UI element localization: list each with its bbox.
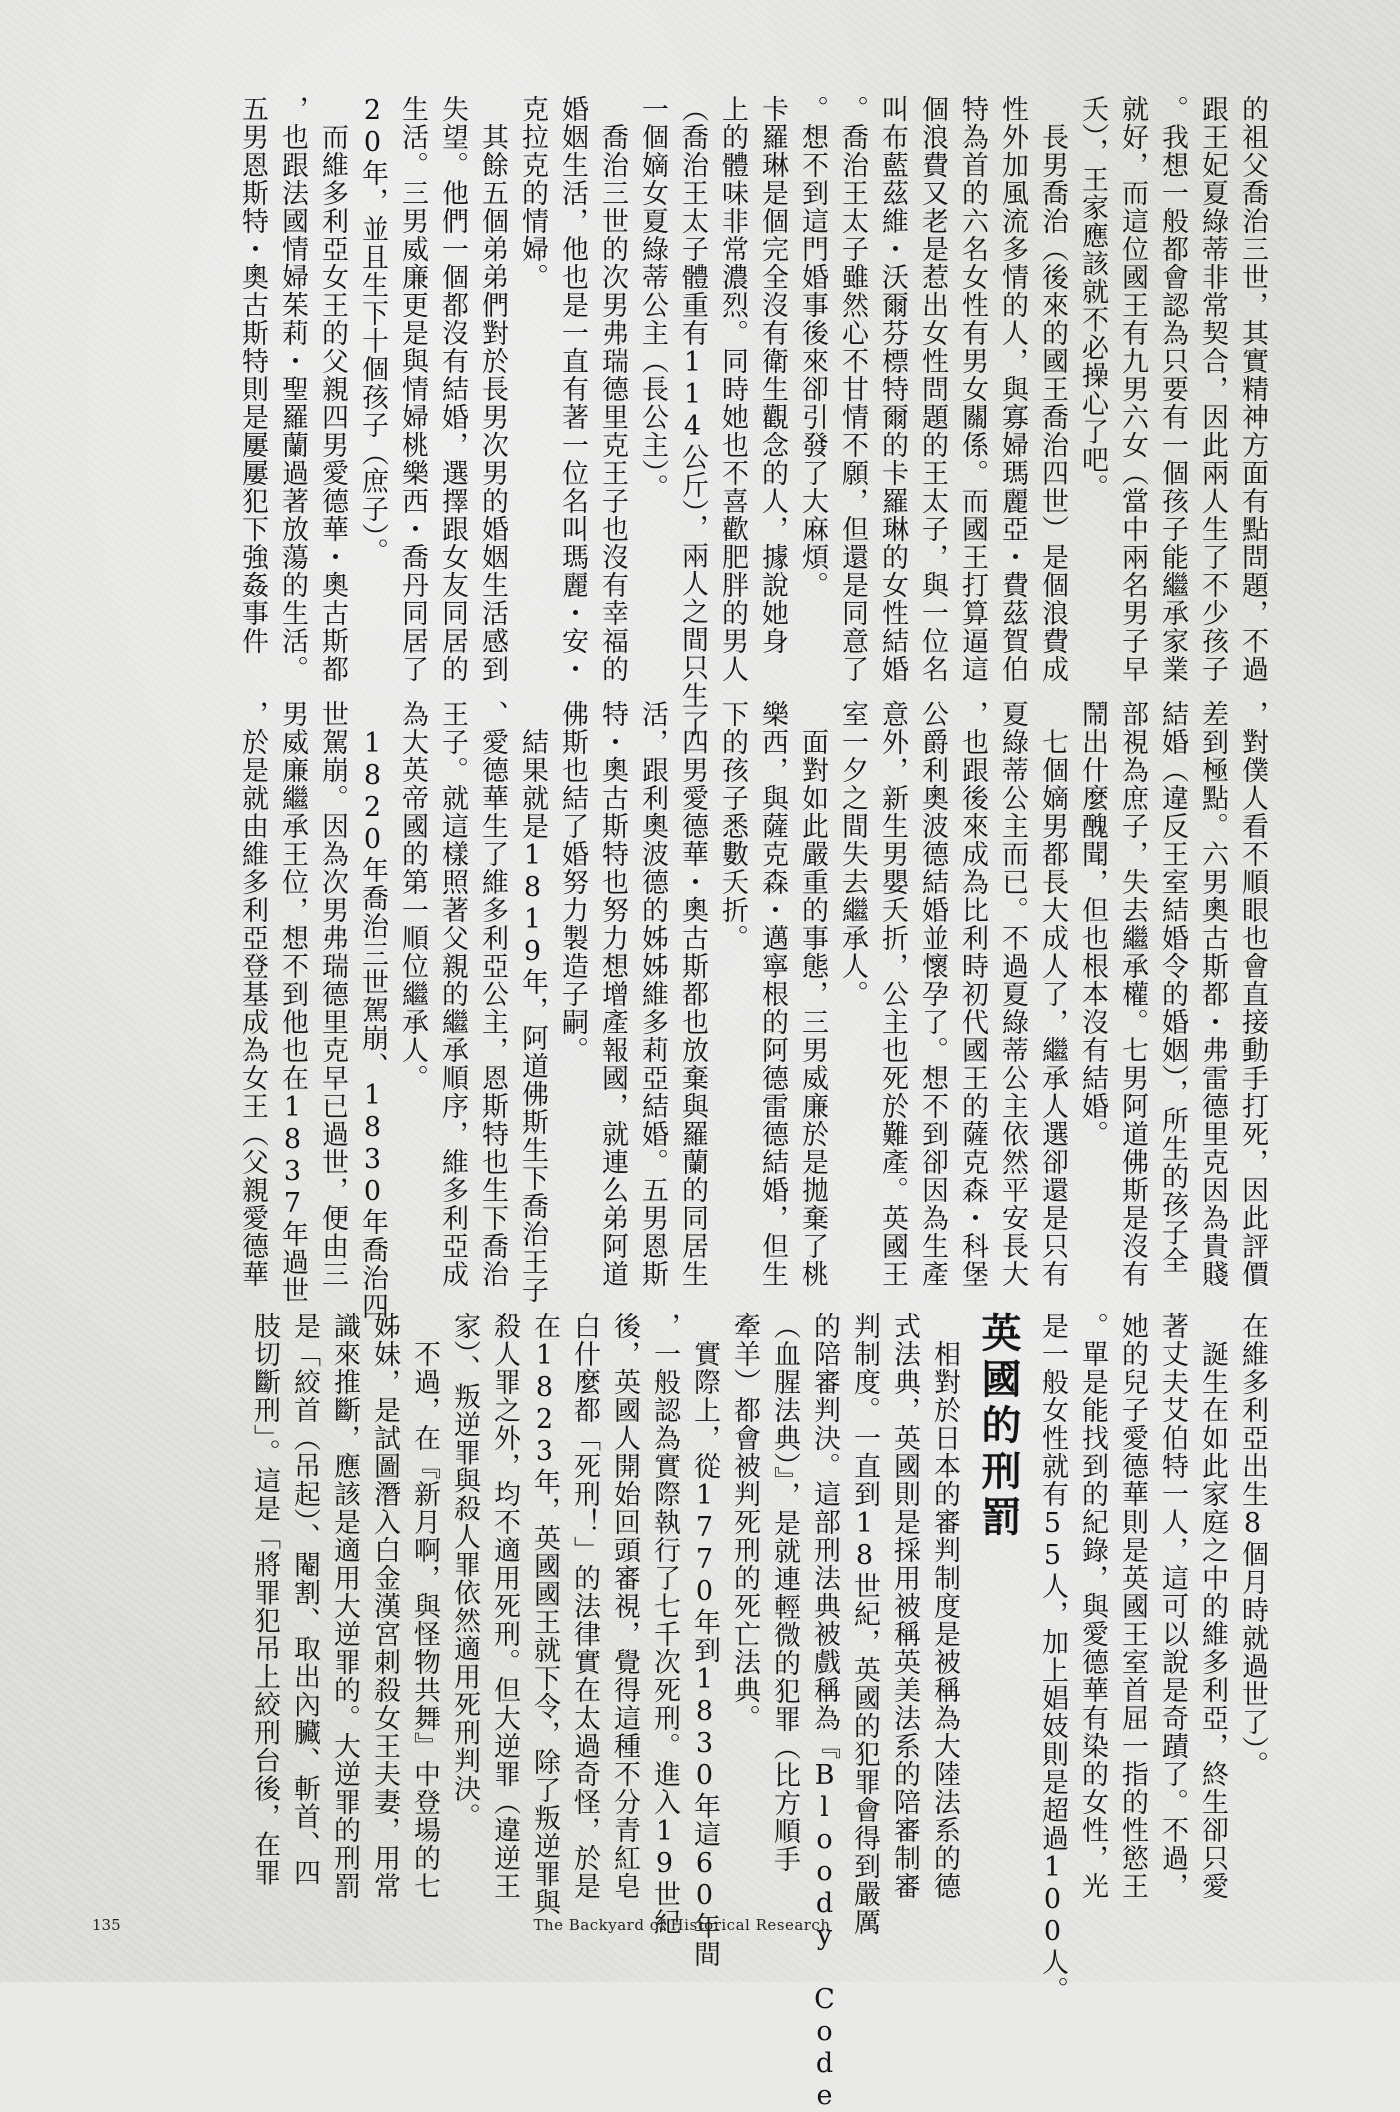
- text-column: 失望。他們一個都沒有結婚，選擇跟女友同居的: [437, 95, 468, 683]
- text-column: 公爵利奧波德結婚並懷孕了。想不到卻因為生產: [917, 700, 948, 1288]
- text-column: 牽羊）都會被判死刑的死亡法典。: [729, 1312, 760, 1732]
- text-column: （喬治王太子體重有114公斤），兩人之間只生了: [677, 95, 708, 738]
- text-column: 下的孩子悉數夭折。: [717, 700, 748, 952]
- text-column: 室一夕之間失去繼承人。: [837, 700, 868, 1008]
- text-column: 差到極點。六男奧古斯都・弗雷德里克因為貴賤: [1197, 700, 1228, 1288]
- text-column: 是「絞首（吊起）、閹割、取出內臟、斬首、四: [289, 1312, 320, 1887]
- text-column: 是一般女性就有55人，加上娼妓則是超過100人。: [1037, 1312, 1068, 2004]
- text-column: 夏綠蒂公主而已。不過夏綠蒂公主依然平安長大: [997, 700, 1028, 1288]
- text-column: 長男喬治（後來的國王喬治四世）是個浪費成: [1037, 95, 1068, 683]
- text-column: 生活。三男威廉更是與情婦桃樂西・喬丹同居了: [397, 95, 428, 683]
- text-column: 。想不到這門婚事後來卻引發了大麻煩。: [797, 95, 828, 599]
- text-column: 的祖父喬治三世，其實精神方面有點問題，不過: [1237, 95, 1268, 683]
- text-column: 殺人罪之外，均不適用死刑。但大逆罪（違逆王: [489, 1312, 520, 1900]
- text-column: 特・奧古斯特也努力想增產報國，就連么弟阿道: [597, 700, 628, 1288]
- text-column: ，於是就由維多利亞登基成為女王（父親愛德華: [237, 700, 268, 1288]
- text-column: 特為首的六名女性有男女關係。而國王打算逼這: [957, 95, 988, 683]
- text-column: 四男愛德華・奧古斯都也放棄與羅蘭的同居生: [677, 700, 708, 1288]
- text-column: 部視為庶子，失去繼承權。七男阿道佛斯是沒有: [1117, 700, 1148, 1288]
- text-column: 不過，在『新月啊，與怪物共舞』中登場的七: [409, 1312, 440, 1900]
- text-column: 性外加風流多情的人，與寡婦瑪麗亞・費茲賀伯: [997, 95, 1028, 683]
- page-number: 135: [92, 1916, 121, 1934]
- text-column: 一個嫡女夏綠蒂公主（長公主）。: [637, 95, 668, 502]
- section-heading: 英國的刑罰: [975, 1312, 1021, 1542]
- text-column: 為大英帝國的第一順位繼承人。: [397, 700, 428, 1092]
- text-column: 就好，而這位國王有九男六女（當中兩名男子早: [1117, 95, 1148, 683]
- text-column: 在1823年，英國國王就下令，除了叛逆罪與: [529, 1312, 560, 1916]
- text-column: 面對如此嚴重的事態，三男威廉於是拋棄了桃: [797, 700, 828, 1288]
- text-column: 樂西，與薩克森・邁寧根的阿德雷德結婚，但生: [757, 700, 788, 1288]
- text-column: 卡羅琳是個完全沒有衛生觀念的人，據說她身: [757, 95, 788, 655]
- text-column: 她的兒子愛德華則是英國王室首屈一指的性慾王: [1117, 1312, 1148, 1900]
- text-column: 喬治三世的次男弗瑞德里克王子也沒有幸福的: [597, 95, 628, 683]
- text-column: 白什麼都「死刑！」的法律實在太過奇怪，於是: [569, 1312, 600, 1900]
- text-column: ，也跟後來成為比利時初代國王的薩克森・科堡: [957, 700, 988, 1288]
- text-column: 相對於日本的審判制度是被稱為大陸法系的德: [929, 1312, 960, 1900]
- text-column: ，對僕人看不順眼也會直接動手打死，因此評價: [1237, 700, 1268, 1288]
- text-tier-top: [92, 95, 1272, 738]
- text-column: 意外，新生男嬰夭折，公主也死於難產。英國王: [877, 700, 908, 1288]
- text-column: 其餘五個弟弟們對於長男次男的婚姻生活感到: [477, 95, 508, 683]
- text-column: 在維多利亞出生8個月時就過世了）。: [1237, 1312, 1268, 1779]
- text-tier-middle: [92, 700, 1272, 1320]
- text-column: 肢切斷刑」。這是「將罪犯吊上絞刑台後，在罪: [249, 1312, 280, 1887]
- text-column: ，也跟法國情婦茱莉・聖羅蘭過著放蕩的生活。: [277, 95, 308, 683]
- text-column: 上的體味非常濃烈。同時她也不喜歡肥胖的男人: [717, 95, 748, 683]
- text-column: 。喬治王太子雖然心不甘情不願，但還是同意了: [837, 95, 868, 683]
- page-footer: [92, 1916, 1272, 1946]
- text-column: 而維多利亞女王的父親四男愛德華・奧古斯都: [317, 95, 348, 683]
- text-column: 後，英國人開始回頭審視，覺得這種不分青紅皂: [609, 1312, 640, 1900]
- text-column: 實際上，從1770年到1830年這60年間: [689, 1312, 720, 1968]
- text-column: 佛斯也結了婚努力製造子嗣。: [557, 700, 588, 1064]
- text-column: 七個嫡男都長大成人了，繼承人選卻還是只有: [1037, 700, 1068, 1288]
- text-column: 夭），王家應該就不必操心了吧。: [1077, 95, 1108, 502]
- text-column: 叫布藍茲維・沃爾芬標特爾的卡羅琳的女性結婚: [877, 95, 908, 683]
- text-column: 結婚（違反王室結婚令的婚姻），所生的孩子全: [1157, 700, 1188, 1275]
- text-column: 鬧出什麼醜聞，但也根本沒有結婚。: [1077, 700, 1108, 1148]
- text-column: 式法典，英國則是採用被稱英美法系的陪審制審: [889, 1312, 920, 1900]
- text-column: 世駕崩。因為次男弗瑞德里克早已過世，便由三: [317, 700, 348, 1288]
- text-column: ，一般認為實際執行了七千次死刑。進入19世紀: [649, 1312, 680, 1936]
- text-column: 識來推斷，應該是適用大逆罪的。大逆罪的刑罰: [329, 1312, 360, 1900]
- text-column: 家）、叛逆罪與殺人罪依然適用死刑判決。: [449, 1312, 480, 1831]
- text-column: 男威廉繼承王位，想不到他也在1837年過世: [277, 700, 308, 1304]
- text-column: 王子。就這樣照著父親的繼承順序，維多利亞成: [437, 700, 468, 1288]
- text-column: 。我想一般都會認為只要有一個孩子能繼承家業: [1157, 95, 1188, 683]
- text-column: 個浪費又老是惹出女性問題的王太子，與一位名: [917, 95, 948, 683]
- text-column: 著丈夫艾伯特一人，這可以說是奇蹟了。不過，: [1157, 1312, 1188, 1900]
- text-column: 20年，並且生下十個孩子（庶子）。: [357, 95, 388, 566]
- text-column: （血腥法典）』，是就連輕微的犯罪（比方順手: [769, 1312, 800, 1873]
- text-column: 、愛德華生了維多利亞公主，恩斯特也生下喬治: [477, 700, 508, 1288]
- text-column: 活，跟利奧波德的姊姊維多莉亞結婚。五男恩斯: [637, 700, 668, 1288]
- text-column: 判制度。一直到18世紀，英國的犯罪會得到嚴厲: [849, 1312, 880, 1936]
- text-column: 婚姻生活，他也是一直有著一位名叫瑪麗・安・: [557, 95, 588, 683]
- text-column: 跟王妃夏綠蒂非常契合，因此兩人生了不少孩子: [1197, 95, 1228, 683]
- text-column: 姊妹，是試圖潛入白金漢宮刺殺女王夫妻，用常: [369, 1312, 400, 1900]
- text-column: 誕生在如此家庭之中的維多利亞，終生卻只愛: [1197, 1312, 1228, 1900]
- text-column: 1820年喬治三世駕崩、1830年喬治四: [357, 700, 388, 1320]
- journal-title: The Backyard of Historical Research: [533, 1916, 831, 1934]
- text-column: 結果就是1819年，阿道佛斯生下喬治王子: [517, 700, 548, 1304]
- text-column: 五男恩斯特・奧古斯特則是屢屢犯下強姦事件: [237, 95, 268, 655]
- text-column: 克拉克的情婦。: [517, 95, 548, 291]
- text-column: 的陪審判決。這部刑法典被戲稱為『Bloody Code: [809, 1312, 840, 2112]
- text-column: 。單是能找到的紀錄，與愛德華有染的女性，光: [1077, 1312, 1108, 1900]
